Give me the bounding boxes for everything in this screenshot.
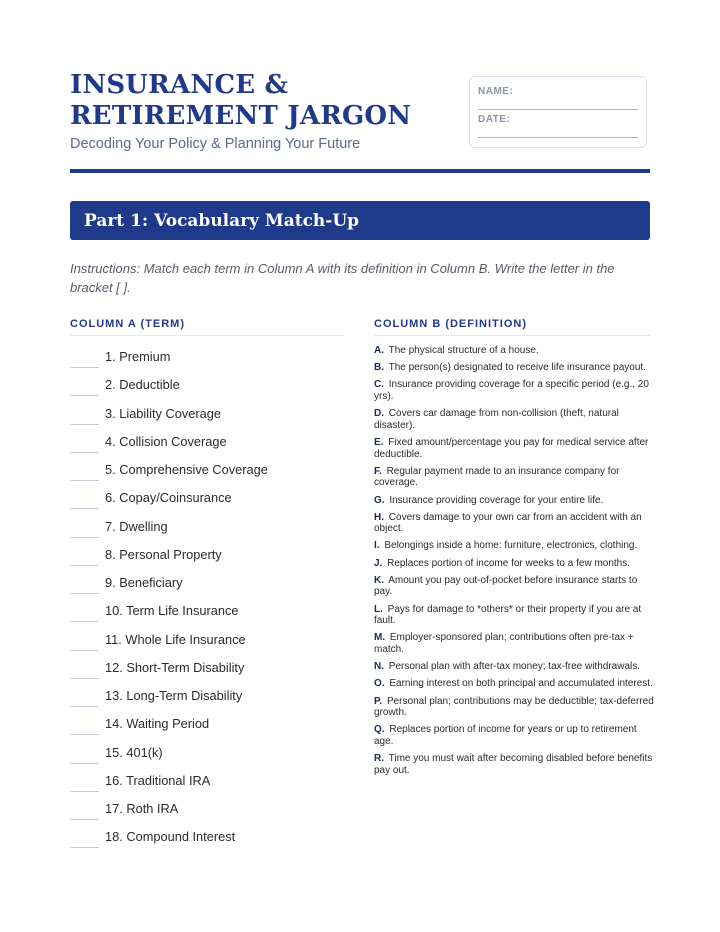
definition-letter: C.	[374, 379, 384, 391]
definition-letter: R.	[374, 753, 384, 765]
definition-text: Personal plan with after-tax money; tax-free withdrawals.	[388, 661, 641, 673]
definition-item	[374, 575, 654, 598]
answer-blank[interactable]	[70, 734, 99, 735]
definition-text: Pays for damage to *others* or their property if you are at fault.	[374, 603, 642, 627]
term-item	[70, 823, 345, 851]
term-item	[70, 682, 345, 710]
definition-text: Covers car damage from non-collision (theft, natural disaster).	[374, 408, 619, 431]
date-field[interactable]	[478, 137, 638, 138]
term-label: 2. Deductible	[105, 377, 180, 393]
column-b-header: COLUMN B (DEFINITION)	[374, 318, 527, 330]
answer-blank[interactable]	[70, 593, 99, 594]
term-label: 12. Short-Term Disability	[105, 659, 245, 675]
term-item	[70, 710, 345, 738]
definition-letter: K.	[374, 574, 384, 586]
definition-item	[374, 345, 654, 357]
date-label: DATE:	[478, 114, 511, 125]
term-item	[70, 513, 345, 541]
definition-item	[374, 495, 654, 507]
definition-item	[374, 379, 654, 402]
column-a-divider	[70, 335, 344, 336]
term-label: 10. Term Life Insurance	[105, 603, 239, 619]
term-label: 13. Long-Term Disability	[105, 688, 243, 703]
term-item	[70, 739, 345, 767]
term-label: 3. Liability Coverage	[105, 405, 221, 421]
term-label: 11. Whole Life Insurance	[105, 631, 246, 647]
definition-text: Employer-sponsored plan; contributions often pre-tax + match.	[374, 632, 634, 655]
name-label: NAME:	[478, 86, 514, 97]
term-label: 16. Traditional IRA	[105, 772, 211, 788]
answer-blank[interactable]	[70, 621, 99, 622]
definition-list	[374, 345, 654, 782]
term-item	[70, 626, 345, 654]
term-label: 8. Personal Property	[105, 546, 222, 562]
definition-text: Insurance providing coverage for your entire life.	[389, 494, 604, 506]
instructions-text: Instructions: Match each term in Column A with its definition in Column B. Write the letter in the bracket [ ].	[70, 261, 615, 295]
answer-blank[interactable]	[70, 650, 99, 651]
term-item	[70, 456, 345, 484]
definition-letter: P.	[374, 695, 383, 707]
definition-item	[374, 540, 654, 552]
term-label: 15. 401(k)	[105, 744, 163, 760]
definition-item	[374, 466, 654, 489]
answer-blank[interactable]	[70, 791, 99, 792]
definition-letter: A.	[374, 345, 384, 356]
definition-text: Regular payment made to an insurance company for coverage.	[374, 465, 620, 489]
term-item	[70, 569, 345, 597]
term-item	[70, 767, 345, 795]
definition-letter: I.	[374, 540, 380, 552]
answer-blank[interactable]	[70, 424, 99, 425]
answer-blank[interactable]	[70, 819, 99, 820]
term-list	[70, 343, 345, 852]
definition-text: Amount you pay out-of-pocket before insurance starts to pay.	[374, 574, 638, 598]
definition-letter: B.	[374, 362, 384, 374]
term-item	[70, 597, 345, 625]
definition-letter: F.	[374, 465, 382, 477]
page-subtitle: Decoding Your Policy & Planning Your Future	[70, 136, 361, 152]
term-item	[70, 654, 345, 682]
term-label: 18. Compound Interest	[105, 829, 236, 845]
column-b-divider	[374, 335, 650, 336]
term-item	[70, 541, 345, 569]
answer-blank[interactable]	[70, 706, 99, 707]
definition-item	[374, 696, 654, 719]
definition-letter: O.	[374, 678, 385, 690]
term-label: 17. Roth IRA	[105, 801, 179, 816]
term-item	[70, 371, 345, 399]
answer-blank[interactable]	[70, 565, 99, 566]
definition-item	[374, 753, 654, 776]
term-label: 6. Copay/Coinsurance	[105, 490, 232, 506]
answer-blank[interactable]	[70, 452, 99, 453]
definition-text: Time you must wait after becoming disabled before benefits pay out.	[374, 753, 653, 776]
name-date-box	[469, 76, 647, 148]
header-divider	[70, 169, 650, 173]
definition-letter: Q.	[374, 724, 385, 736]
term-label: 7. Dwelling	[105, 518, 168, 534]
definition-item	[374, 724, 654, 747]
definition-text: Belongings inside a home: furniture, electronics, clothing.	[384, 540, 638, 552]
answer-blank[interactable]	[70, 763, 99, 764]
definition-item	[374, 408, 654, 431]
answer-blank[interactable]	[70, 480, 99, 481]
definition-letter: G.	[374, 494, 385, 506]
section-title: Part 1: Vocabulary Match-Up	[84, 210, 360, 231]
term-item	[70, 343, 345, 371]
definition-letter: L.	[374, 603, 383, 615]
definition-letter: J.	[374, 557, 383, 569]
definition-item	[374, 558, 654, 570]
term-item	[70, 795, 345, 823]
answer-blank[interactable]	[70, 508, 99, 509]
term-label: 1. Premium	[105, 349, 171, 364]
definition-letter: N.	[374, 661, 384, 673]
answer-blank[interactable]	[70, 367, 99, 368]
answer-blank[interactable]	[70, 847, 99, 848]
definition-text: Earning interest on both principal and accumulated interest.	[389, 678, 653, 690]
definition-text: Insurance providing coverage for a specific period (e.g., 20 yrs).	[374, 379, 649, 402]
definition-item	[374, 661, 654, 673]
definition-text: Covers damage to your own car from an accident with an object.	[374, 511, 642, 535]
definition-letter: D.	[374, 408, 384, 420]
definition-text: Replaces portion of income for weeks to a few months.	[387, 557, 631, 569]
definition-letter: E.	[374, 436, 384, 448]
definition-item	[374, 632, 654, 655]
term-item	[70, 428, 345, 456]
definition-text: Personal plan; contributions may be deductible; tax-deferred growth.	[374, 695, 654, 719]
term-label: 5. Comprehensive Coverage	[105, 462, 268, 477]
definition-letter: H.	[374, 511, 384, 523]
definition-item	[374, 362, 654, 374]
name-field[interactable]	[478, 109, 638, 110]
term-item	[70, 484, 345, 512]
term-label: 4. Collision Coverage	[105, 433, 227, 449]
definition-item	[374, 604, 654, 627]
column-a-header: COLUMN A (TERM)	[70, 318, 185, 330]
definition-text: The person(s) designated to receive life insurance payout.	[388, 362, 646, 374]
definition-text: Replaces portion of income for years or up to retirement age.	[374, 724, 637, 747]
section-banner	[70, 201, 650, 240]
answer-blank[interactable]	[70, 395, 99, 396]
definition-item	[374, 678, 654, 690]
term-label: 14. Waiting Period	[105, 716, 210, 732]
answer-blank[interactable]	[70, 678, 99, 679]
page-title: INSURANCE & RETIREMENT JARGON	[70, 70, 412, 131]
definition-text: Fixed amount/percentage you pay for medical service after deductible.	[374, 436, 649, 460]
definition-item	[374, 437, 654, 460]
definition-text: The physical structure of a house.	[388, 345, 539, 356]
definition-letter: M.	[374, 632, 386, 644]
term-item	[70, 400, 345, 428]
term-label: 9. Beneficiary	[105, 575, 183, 590]
definition-item	[374, 512, 654, 535]
answer-blank[interactable]	[70, 537, 99, 538]
